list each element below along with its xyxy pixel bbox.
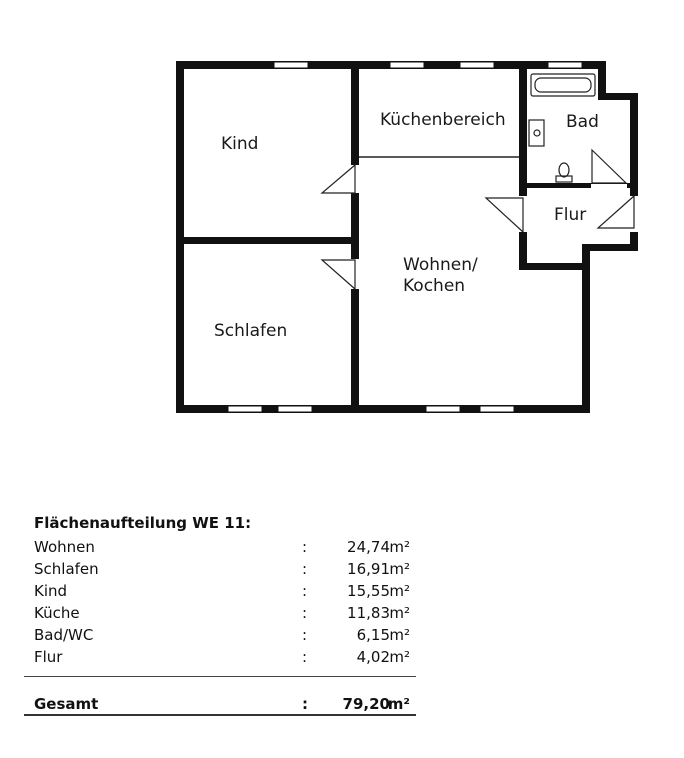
- wall-kitchen-bath: [519, 61, 527, 270]
- window-kind-top: [274, 62, 308, 68]
- area-value: 6,15: [356, 626, 390, 644]
- total-value: 79,20: [342, 695, 390, 713]
- area-separator: :: [302, 626, 308, 644]
- total-underline: [24, 714, 416, 716]
- total-name: Gesamt: [34, 695, 99, 713]
- room-label-wohnen-line1: Wohnen/: [403, 255, 478, 275]
- total-unit: m²: [387, 695, 410, 713]
- area-separator: :: [302, 695, 308, 713]
- window-wohnen-bottom-2: [480, 406, 514, 412]
- wall-bath-top: [598, 61, 606, 97]
- area-value: 24,74: [347, 538, 390, 556]
- area-value: 15,55: [347, 582, 390, 600]
- wall-central: [351, 61, 359, 413]
- room-label-bad: Bad: [566, 112, 599, 132]
- door-wohnen-flur: [486, 198, 523, 232]
- sink: [529, 120, 544, 146]
- wall-kind-schlafen: [176, 237, 358, 244]
- area-value: 11,83: [347, 604, 390, 622]
- window-wohnen-bottom-1: [426, 406, 460, 412]
- area-separator: :: [302, 582, 308, 600]
- wall-right-main: [582, 262, 590, 413]
- door-flur-entry: [598, 196, 634, 228]
- area-unit: m²: [389, 626, 410, 644]
- wall-flur-bottom-inner: [519, 263, 589, 270]
- door-bad: [592, 150, 626, 183]
- toilet: [559, 163, 569, 177]
- area-name: Wohnen: [34, 538, 95, 556]
- area-table-title: Flächenaufteilung WE 11:: [34, 514, 252, 532]
- door-kind: [322, 165, 355, 193]
- area-row-bad-wc: [34, 626, 410, 648]
- room-label-wohnen-line2: Kochen: [403, 276, 466, 296]
- window-kitchen-top-1: [390, 62, 424, 68]
- window-bath-top: [548, 62, 582, 68]
- room-label-schlafen: Schlafen: [214, 321, 288, 341]
- area-unit: m²: [389, 538, 410, 556]
- area-name: Kind: [34, 582, 68, 600]
- area-unit: m²: [389, 604, 410, 622]
- area-name: Flur: [34, 648, 63, 666]
- area-name: Küche: [34, 604, 80, 622]
- area-row-flur: [34, 648, 410, 670]
- area-separator: :: [302, 648, 308, 666]
- window-schlafen-bottom-2: [278, 406, 312, 412]
- area-value: 4,02: [356, 648, 390, 666]
- area-separator: :: [302, 560, 308, 578]
- area-name: Schlafen: [34, 560, 99, 578]
- door-schlafen: [322, 260, 355, 289]
- area-value: 16,91: [347, 560, 390, 578]
- area-separator: :: [302, 538, 308, 556]
- window-kitchen-top-2: [460, 62, 494, 68]
- wall-flur-bottom: [582, 244, 638, 251]
- bathtub: [531, 74, 595, 96]
- room-label-kind: Kind: [221, 134, 259, 154]
- area-row-schlafen: [34, 560, 410, 582]
- area-unit: m²: [389, 582, 410, 600]
- area-name: Bad/WC: [34, 626, 94, 644]
- area-row-kueche: [34, 604, 410, 626]
- room-label-flur: Flur: [554, 205, 587, 225]
- area-row-kind: [34, 582, 410, 604]
- window-schlafen-bottom-1: [228, 406, 262, 412]
- area-separator: :: [302, 604, 308, 622]
- area-unit: m²: [389, 648, 410, 666]
- area-unit: m²: [389, 560, 410, 578]
- room-label-kuechenbereich: Küchenbereich: [380, 110, 506, 130]
- table-divider: [24, 676, 416, 677]
- area-row-wohnen: [34, 538, 410, 560]
